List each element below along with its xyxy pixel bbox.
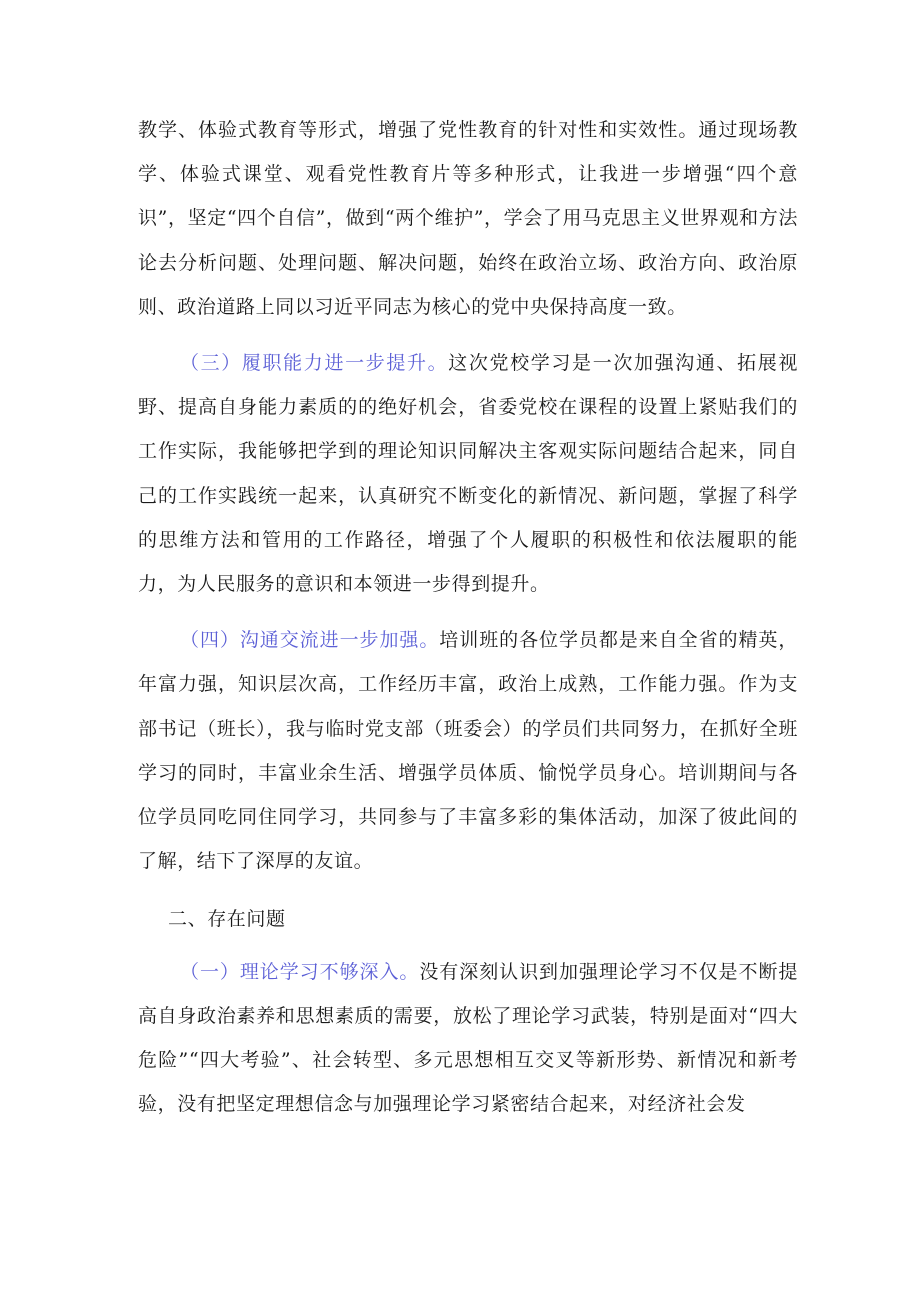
- paragraph-text: 教学、体验式教育等形式，增强了党性教育的针对性和实效性。通过现场教学、体验式课堂、观看党性教育片等多种形式，让我进一步增强“四个意识”，坚定“四个自信”，做到“两个维护”，学会了用马克思主义世界观和方法论去分析问题、处理问题、解决问题，始终在政治立场、政治方向、政治原则、政治道路上同以习近平同志为核心的党中央保持高度一致。: [138, 119, 798, 318]
- paragraph-text: 这次党校学习是一次加强沟通、拓展视野、提高自身能力素质的的绝好机会，省委党校在课程的设置上紧贴我们的工作实际，我能够把学到的理论知识同解决主客观实际问题结合起来，同自己的工作实践统一起来，认真研究不断变化的新情况、新问题，掌握了科学的思维方法和管用的工作路径，增强了个人履职的积极性和依法履职的能力，为人民服务的意识和本领进一步得到提升。: [138, 352, 798, 596]
- paragraph-text: 培训班的各位学员都是来自全省的精英，年富力强，知识层次高，工作经历丰富，政治上成熟，工作能力强。作为支部书记（班长），我与临时党支部（班委会）的学员们共同努力，在抓好全班学习的同时，丰富业余生活、增强学员体质、愉悦学员身心。培训期间与各位学员同吃同住同学习，共同参与了丰富多彩的集体活动，加深了彼此间的了解，结下了深厚的友谊。: [138, 629, 798, 873]
- paragraph-gap: [138, 329, 798, 341]
- section-heading-problems: 二、存在问题: [168, 908, 286, 931]
- paragraph-communication: [138, 618, 798, 883]
- paragraph-gap: [138, 606, 798, 618]
- paragraph-theory-study: [138, 950, 798, 1127]
- document-body: [138, 108, 798, 1126]
- paragraph-text: 没有深刻认识到加强理论学习不仅是不断提高自身政治素养和思想素质的需要，放松了理论学习武装，特别是面对“四大危险”“四大考验”、社会转型、多元思想相互交叉等新形势、新情况和新考验，没有把坚定理想信念与加强理论学习紧密结合起来，对经济社会发: [138, 960, 798, 1116]
- paragraph-party-education: [138, 108, 798, 329]
- paragraph-lead: （一）理论学习不够深入。: [180, 960, 420, 983]
- paragraph-lead: （三）履职能力进一步提升。: [180, 352, 449, 375]
- paragraph-lead: （四）沟通交流进一步加强。: [180, 629, 440, 652]
- paragraph-duty-ability: [138, 341, 798, 606]
- paragraph-gap: [138, 883, 798, 895]
